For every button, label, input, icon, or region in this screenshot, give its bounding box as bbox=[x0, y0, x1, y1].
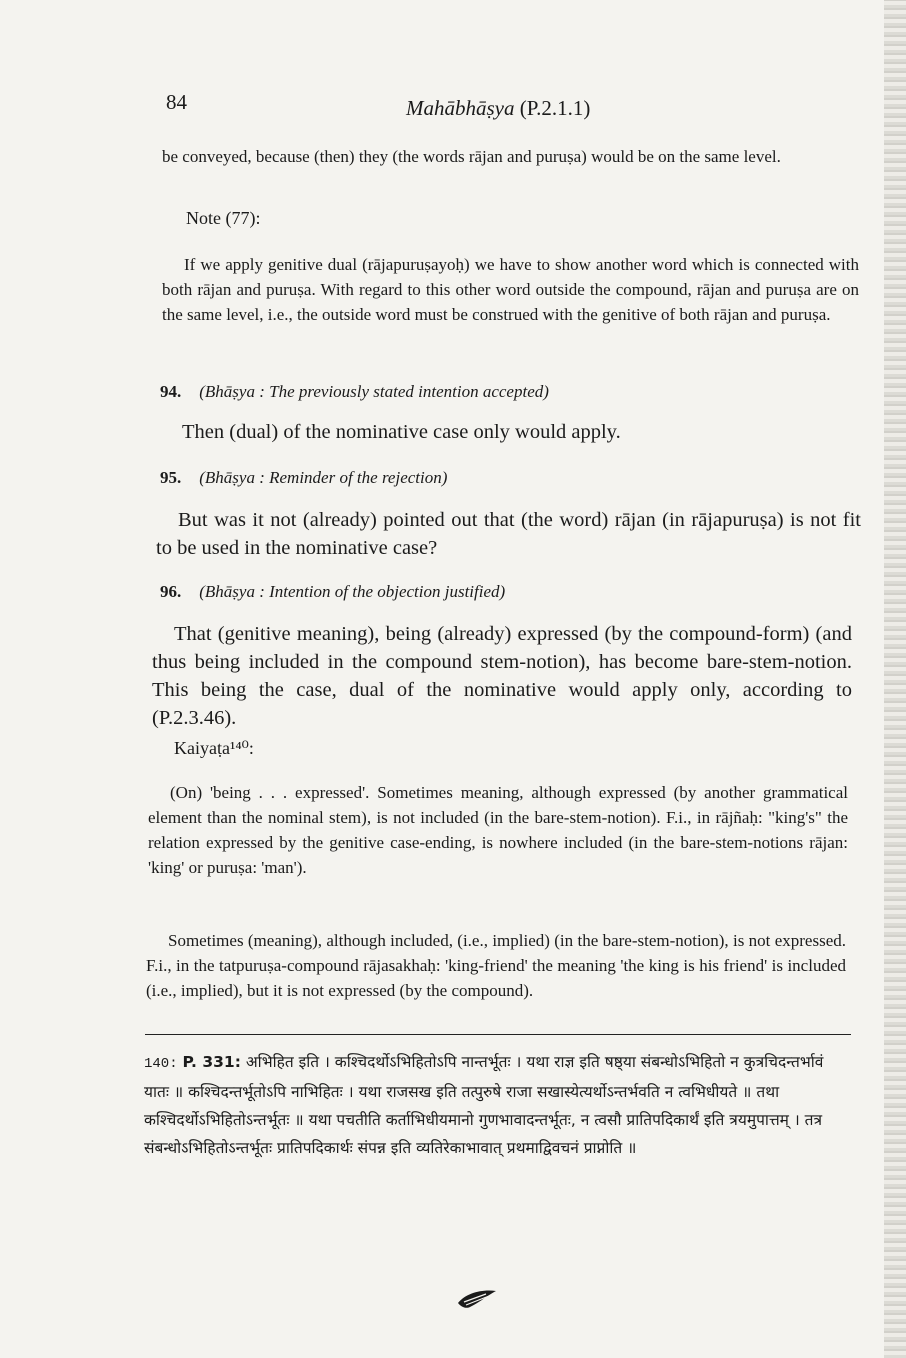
kaiyata-paragraph-2: Sometimes (meaning), although included, (i.e., implied) (in the bare-stem-notion), is not expressed. F.i., in the tatpuruṣa-compound rājasakhaḥ: 'king-friend' the meaning 'the king is his friend' is included (i.e., implied), but it is not expressed (by the compound). bbox=[146, 931, 846, 1000]
intro-paragraph: be conveyed, because (then) they (the words rājan and puruṣa) would be on the same level. bbox=[162, 147, 781, 166]
section-95-text: But was it not (already) pointed out that (the word) rājan (in rājapuruṣa) is not fit to be used in the nominative case? bbox=[156, 509, 861, 559]
section-94-text: Then (dual) of the nominative case only would apply. bbox=[182, 421, 621, 443]
page-number: 84 bbox=[166, 90, 187, 114]
footnote-sanskrit-text: अभिहित इति । कश्चिदर्थोऽभिहितोऽपि नान्तर्भूतः । यथा राज्ञ इति षष्ठ्या संबन्धोऽभिहितो न कुत्रचिदन्तर्भावं यातः ॥ कश्चिदन्तर्भूतोऽपि नाभिहितः । यथा राजसख इति तत्पुरुषे राजा सखास्येत्यर्थोऽन्तर्भवति न त्वभिधीयते ॥ तथा कश्चिदर्थोऽभिहितोऽन्तर्भूतः ॥ यथा पचतीति कर्ताभिधीयमानो गुणभावादन्तर्भूतः, न त्वसौ प्रातिपदिकार्थं इति त्रयमुपात्तम् । तत्र संबन्धोऽभिहितोऽन्तर्भूतः प्रातिपदिकार्थः संपन्न इति व्यतिरेकाभावात् प्रथमाद्विवचनं प्राप्नोति ॥ bbox=[144, 1053, 824, 1157]
running-head bbox=[406, 96, 590, 121]
running-head-title: Mahābhāṣya bbox=[406, 96, 515, 120]
page-edge-scan-shadow bbox=[884, 0, 906, 1358]
note-text: If we apply genitive dual (rājapuruṣayoḥ) we have to show another word which is connected with both rājan and puruṣa. With regard to this other word outside the compound, rājan and puruṣa are on the same level, i.e., the outside word must be construed with the genitive of both rājan and puruṣa. bbox=[162, 255, 859, 324]
section-95-heading bbox=[160, 468, 447, 488]
footnote-source: P. 331: bbox=[182, 1053, 241, 1071]
section-96-number: 96. bbox=[160, 582, 182, 601]
kaiyata-label: Kaiyaṭa¹⁴⁰: bbox=[174, 738, 254, 758]
section-95-number: 95. bbox=[160, 468, 182, 487]
section-94-title: (Bhāṣya : The previously stated intention accepted) bbox=[199, 382, 549, 401]
kaiyata-paragraph-1: (On) 'being . . . expressed'. Sometimes meaning, although expressed (by another grammatical element than the nominal stem), is not included (in the bare-stem-notion). F.i., in rājñaḥ: "king's" the relation expressed by the genitive case-ending, is nowhere included (in the bare-stem-notions rājan: 'king' or puruṣa: 'man'). bbox=[148, 783, 848, 877]
printer-ornament-icon bbox=[456, 1285, 498, 1311]
footnote-number: 140: bbox=[144, 1056, 178, 1072]
section-95-title: (Bhāṣya : Reminder of the rejection) bbox=[199, 468, 448, 487]
footnote-140 bbox=[144, 1048, 844, 1162]
running-head-ref: (P.2.1.1) bbox=[519, 96, 591, 120]
section-94-heading bbox=[160, 382, 549, 402]
section-94-number: 94. bbox=[160, 382, 182, 401]
section-96-title: (Bhāṣya : Intention of the objection justified) bbox=[199, 582, 506, 601]
section-96-heading bbox=[160, 582, 505, 602]
section-96-text: That (genitive meaning), being (already) expressed (by the compound-form) (and thus being included in the compound stem-notion), has become bare-stem-notion. This being the case, dual of the nominative would apply only, according to (P.2.3.46). bbox=[152, 623, 852, 729]
footnote-rule bbox=[145, 1034, 851, 1035]
note-label: Note (77): bbox=[186, 208, 261, 228]
